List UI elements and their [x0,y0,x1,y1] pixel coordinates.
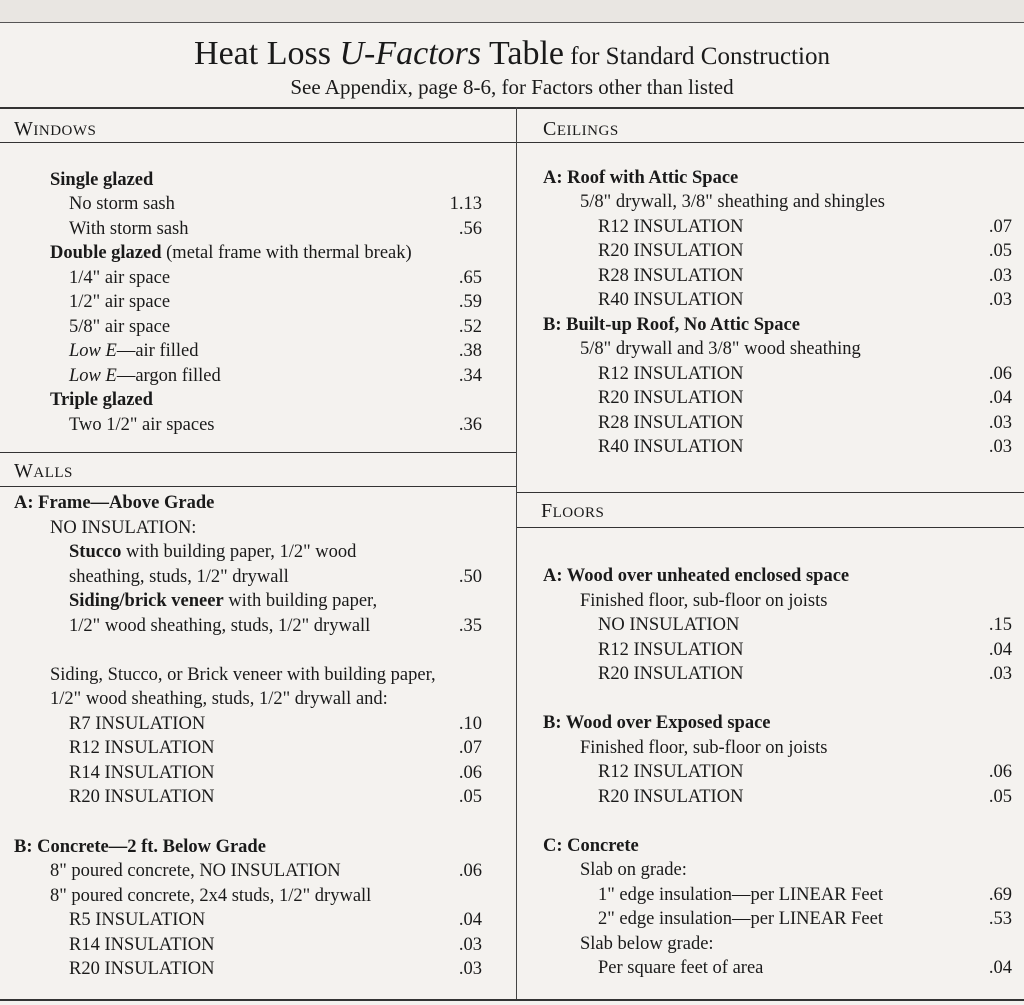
windows-air14-value: .65 [458,268,482,288]
divider-under-ceilings-header [516,142,1024,143]
ceilings-a-row: R12 INSULATION [598,217,744,237]
floors-edge1-value: .69 [988,885,1012,905]
floors-a-row-value: .04 [988,640,1012,660]
walls-stucco-line2: sheathing, studs, 1/2" drywall [69,567,289,587]
divider-bottom [0,999,1024,1001]
divider-above-walls [0,452,516,453]
ceilings-a-desc: 5/8" drywall, 3/8" sheathing and shingles [580,192,885,212]
walls-a-row: R14 INSULATION [69,763,215,783]
section-walls: WALLS [14,460,73,482]
ceilings-a-row: R40 INSULATION [598,290,744,310]
divider-under-windows-header [0,142,516,143]
windows-air58-label: 5/8" air space [69,317,171,337]
windows-with-storm-label: With storm sash [69,219,189,239]
floors-edge1-label: 1" edge insulation—per LINEAR Feet [598,885,883,905]
walls-a-row: R12 INSULATION [69,738,215,758]
divider-under-walls-header [0,486,516,487]
walls-a-row-value: .10 [458,714,482,734]
ceilings-b-row-value: .04 [988,388,1012,408]
floors-c-title: C: Concrete [543,836,639,856]
floors-a-row: R20 INSULATION [598,664,744,684]
divider-under-title [0,107,1024,109]
floors-edge2-value: .53 [988,909,1012,929]
windows-double-glazed: Double glazed (metal frame with thermal break) [50,243,412,263]
ceilings-a-row: R20 INSULATION [598,241,744,261]
windows-no-storm-label: No storm sash [69,194,175,214]
walls-stucco-value: .50 [458,567,482,587]
floors-b-desc: Finished floor, sub-floor on joists [580,738,828,758]
floors-slab-on: Slab on grade: [580,860,687,880]
walls-a-row-value: .07 [458,738,482,758]
windows-lowe-air-label: Low E—air filled [69,341,199,361]
walls-b-row: R14 INSULATION [69,935,215,955]
title-suffix: for Standard Construction [564,43,830,70]
walls-b-row-value: .03 [458,935,482,955]
floors-slab-below: Slab below grade: [580,934,714,954]
title-italic: U-Factors [339,35,482,72]
floors-a-desc: Finished floor, sub-floor on joists [580,591,828,611]
floors-b-row: R12 INSULATION [598,762,744,782]
ceilings-b-row: R40 INSULATION [598,437,744,457]
walls-a-row-value: .05 [458,787,482,807]
windows-air12-value: .59 [458,292,482,312]
ceilings-a-title: A: Roof with Attic Space [543,168,739,188]
windows-air14-label: 1/4" air space [69,268,171,288]
walls-stucco-line1: Stucco with building paper, 1/2" wood [69,542,357,562]
floors-a-row: R12 INSULATION [598,640,744,660]
ceilings-b-row-value: .06 [988,364,1012,384]
ceilings-b-row-value: .03 [988,413,1012,433]
floors-b-row: R20 INSULATION [598,787,744,807]
top-margin-strip [0,0,1024,23]
walls-b-row: R20 INSULATION [69,959,215,979]
walls-mixed-line2: 1/2" wood sheathing, studs, 1/2" drywall and: [50,689,388,709]
ceilings-a-row-value: .05 [988,241,1012,261]
walls-siding-line1: Siding/brick veneer with building paper, [69,591,378,611]
section-floors: FLOORS [541,500,605,522]
windows-no-storm-value: 1.13 [449,194,482,214]
divider-under-floors-header [516,527,1024,528]
ceilings-a-row-value: .03 [988,290,1012,310]
walls-siding-line2: 1/2" wood sheathing, studs, 1/2" drywall [69,616,371,636]
floors-a-row-value: .03 [988,664,1012,684]
walls-b-studs: 8" poured concrete, 2x4 studs, 1/2" drywall [50,886,372,906]
ceilings-b-desc: 5/8" drywall and 3/8" wood sheathing [580,339,861,359]
walls-a-row: R7 INSULATION [69,714,206,734]
floors-a-row-value: .15 [988,615,1012,635]
walls-a-title: A: Frame—Above Grade [14,493,215,513]
section-windows: WINDOWS [14,118,97,140]
title-prefix: Heat Loss [194,35,340,72]
windows-single-glazed: Single glazed [50,170,154,190]
walls-b-row: R5 INSULATION [69,910,206,930]
windows-lowe-argon-value: .34 [458,366,482,386]
ceilings-b-row: R12 INSULATION [598,364,744,384]
ceilings-b-row: R28 INSULATION [598,413,744,433]
windows-lowe-air-value: .38 [458,341,482,361]
floors-per-sq-label: Per square feet of area [598,958,764,978]
ceilings-a-row-value: .03 [988,266,1012,286]
walls-b-noins-value: .06 [458,861,482,881]
title-middle: Table [481,35,565,72]
windows-two-air-label: Two 1/2" air spaces [69,415,215,435]
divider-above-floors [516,492,1024,493]
windows-two-air-value: .36 [458,415,482,435]
walls-siding-value: .35 [458,616,482,636]
page-subtitle: See Appendix, page 8-6, for Factors other than listed [290,75,734,99]
windows-air58-value: .52 [458,317,482,337]
ceilings-b-title: B: Built-up Roof, No Attic Space [543,315,800,335]
windows-lowe-argon-label: Low E—argon filled [69,366,221,386]
windows-with-storm-value: .56 [458,219,482,239]
ceilings-a-row-value: .07 [988,217,1012,237]
floors-a-row: NO INSULATION [598,615,740,635]
walls-mixed-line1: Siding, Stucco, or Brick veneer with building paper, [50,665,436,685]
divider-center [516,107,517,999]
floors-b-title: B: Wood over Exposed space [543,713,771,733]
walls-a-row: R20 INSULATION [69,787,215,807]
floors-b-row-value: .06 [988,762,1012,782]
ceilings-b-row: R20 INSULATION [598,388,744,408]
section-ceilings: CEILINGS [543,118,619,140]
ceilings-a-row: R28 INSULATION [598,266,744,286]
floors-edge2-label: 2" edge insulation—per LINEAR Feet [598,909,883,929]
windows-air12-label: 1/2" air space [69,292,171,312]
walls-b-row-value: .04 [458,910,482,930]
walls-no-insulation: NO INSULATION: [50,518,197,538]
page-title [0,34,1024,77]
walls-a-row-value: .06 [458,763,482,783]
walls-b-row-value: .03 [458,959,482,979]
floors-b-row-value: .05 [988,787,1012,807]
floors-per-sq-value: .04 [988,958,1012,978]
windows-triple-glazed: Triple glazed [50,390,153,410]
floors-a-title: A: Wood over unheated enclosed space [543,566,850,586]
walls-b-title: B: Concrete—2 ft. Below Grade [14,837,266,857]
ceilings-b-row-value: .03 [988,437,1012,457]
walls-b-noins-label: 8" poured concrete, NO INSULATION [50,861,341,881]
